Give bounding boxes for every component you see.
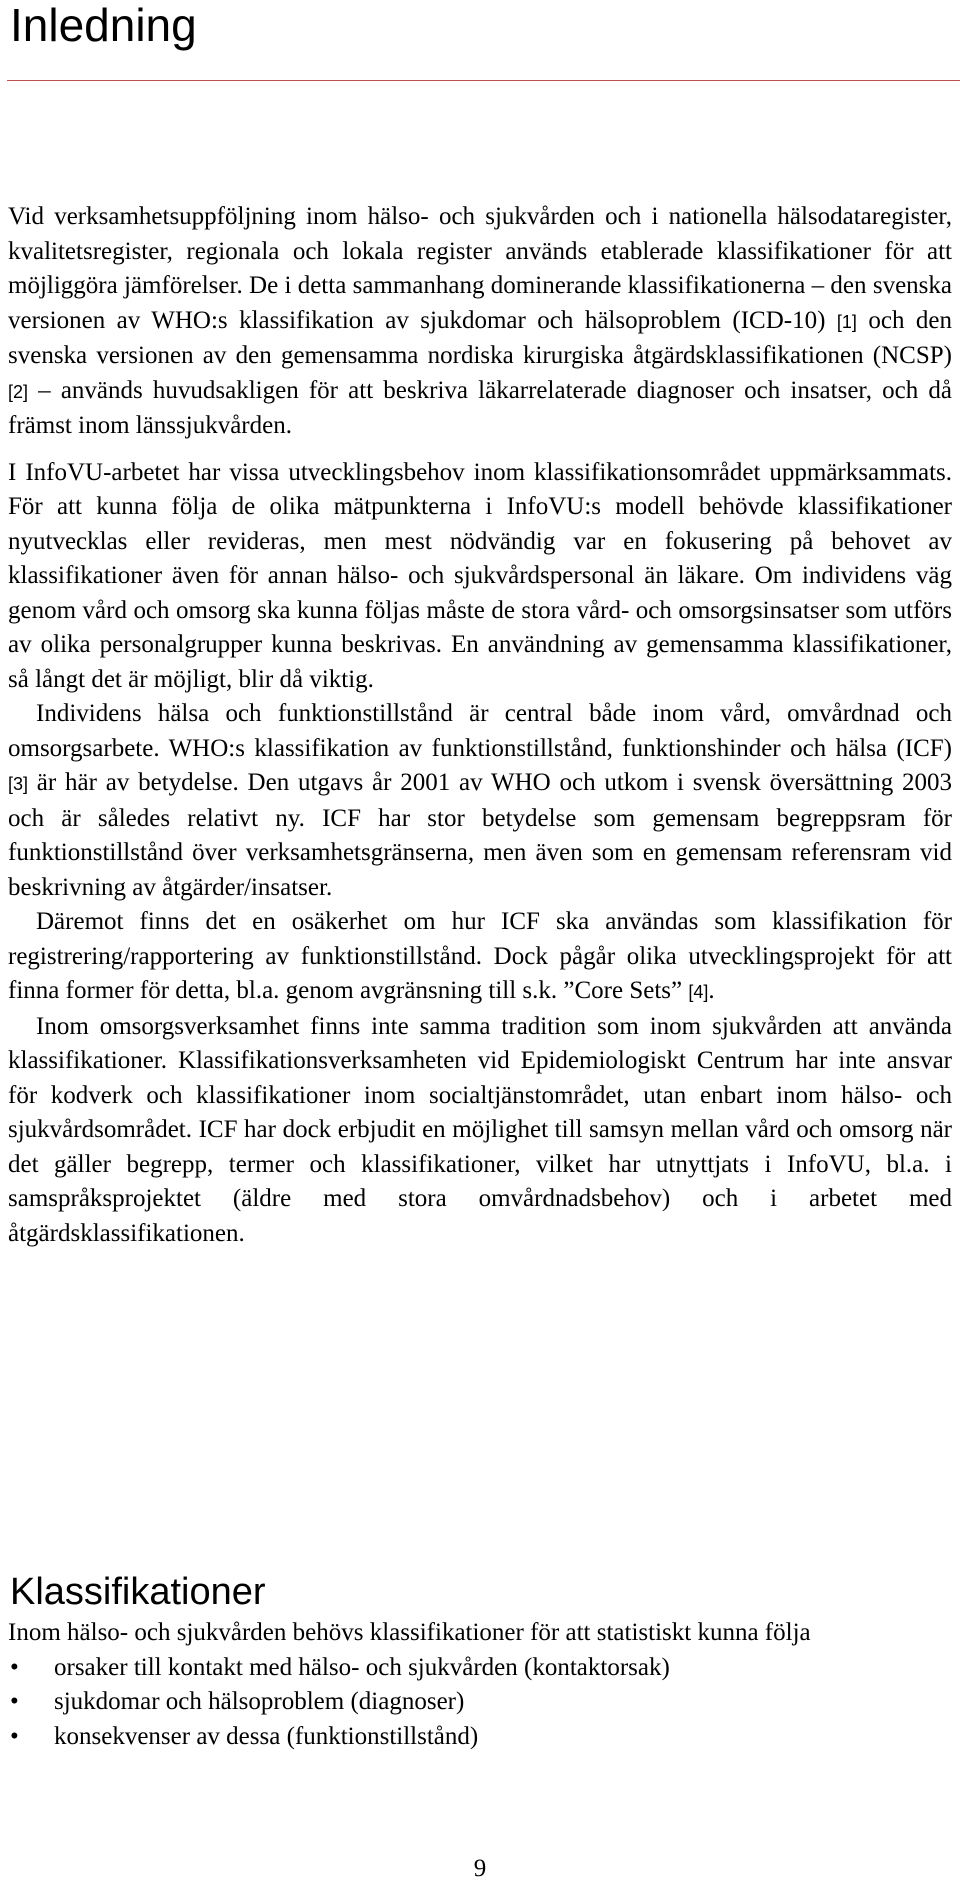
list-item [8,1651,952,1686]
paragraph-text: – används huvudsakligen för att beskriva läkarrelaterade diagnoser och insatser, och då främst inom länssjukvården. [8,376,952,439]
section-intro: Inom hälso- och sjukvården behövs klassifikationer för att statistiskt kunna följa [8,1619,811,1646]
paragraph-text: och den svenska versionen av den gemensamma nordiska kirurgiska åtgärdsklassifikationen (NCSP) [8,306,952,369]
bullet-icon: • [10,1688,19,1715]
paragraph-text: Inom omsorgsverksamhet finns inte samma tradition som inom sjukvården att använda klassifikationer. Klassifikationsverksamheten vid Epidemiologiskt Centrum har inte ansvar för kodverk och klassifikationer inom socialtjänstområdet, utan enbart inom hälso- och sjukvårdsområdet. ICF har dock erbjudit en möjlighet till samsyn mellan vård och omsorg när det gäller begrepp, termer och klassifikationer, vilket har utnyttjats i InfoVU, bl.a. i samspråksprojektet (äldre med stora omvårdnadsbehov) och i arbetet med åtgärdsklassifikationen. [8,1012,952,1247]
paragraph-text: Däremot finns det en osäkerhet om hur ICF ska användas som klassifikation för registrering/rapportering av funktionstillstånd. Dock pågår olika utvecklingsprojekt för att finna former för detta, bl.a. genom avgränsning till s.k. ”Core Sets” [8,908,952,1004]
section-heading: Klassifikationer [10,1571,266,1613]
paragraph-text: Individens hälsa och funktionstillstånd är central både inom vård, omvårdnad och omsorgsarbete. WHO:s klassifikation av funktionstillstånd, funktionshinder och hälsa (ICF) [8,700,952,762]
paragraph [8,456,952,698]
list-item-text: sjukdomar och hälsoproblem (diagnoser) [54,1688,465,1715]
paragraph [8,200,952,444]
paragraph [8,1010,952,1252]
bullet-icon: • [10,1653,19,1681]
paragraph [8,905,952,1010]
heading-rule [7,80,960,81]
list-item [8,1720,952,1755]
bullet-icon: • [10,1722,19,1750]
list-item-text: konsekvenser av dessa (funktionstillstånd) [54,1722,479,1750]
citation-ref: [3] [8,774,29,794]
paragraph [8,697,952,905]
list-item-text: orsaker till kontakt med hälso- och sjukvården (kontaktorsak) [54,1653,670,1681]
list-item [8,1685,952,1720]
section-body [8,1616,952,1754]
paragraph-text: är här av betydelse. Den utgavs år 2001 av WHO och utkom i svensk översättning 2003 och är således relativt ny. ICF har stor betydelse som gemensam begreppsram för funktionstillstånd över verksamhetsgränserna, men även som en gemensam referensram vid beskrivning av åtgärder/insatser. [8,769,952,901]
paragraph-text: I InfoVU-arbetet har vissa utvecklingsbehov inom klassifikationsområdet uppmärksammats. För att kunna följa de olika mätpunkterna i InfoVU:s modell behövde klassifikationer nyutvecklas eller revideras, men mest nödvändig var en fokusering på behovet av klassifikationer även för annan hälso- och sjukvårdspersonal än läkare. Om individens väg genom vård och omsorg ska kunna följas måste de stora vård- och omsorgsinsatser som utförs av olika personalgrupper kunna beskrivas. En användning av gemensamma klassifikationer, så långt det är möjligt, blir då viktig. [8,458,952,693]
intro-body [8,200,952,1251]
page-number: 9 [473,1855,487,1882]
paragraph-text: Vid verksamhetsuppföljning inom hälso- och sjukvården och i nationella hälsodataregister, kvalitetsregister, regionala och lokala register används etablerade klassifikationer för att möjliggöra jämförelser. De i detta sammanhang dominerande klassifikationerna – den svenska versionen av WHO:s klassifikation av sjukdomar och hälsoproblem (ICD-10) [8,203,952,334]
citation-ref: [1] [836,311,857,332]
bullet-list [8,1651,952,1755]
paragraph-text: . [708,977,715,1004]
citation-ref: [2] [8,381,29,402]
citation-ref: [4] [688,982,709,1002]
page-heading: Inledning [10,0,197,51]
